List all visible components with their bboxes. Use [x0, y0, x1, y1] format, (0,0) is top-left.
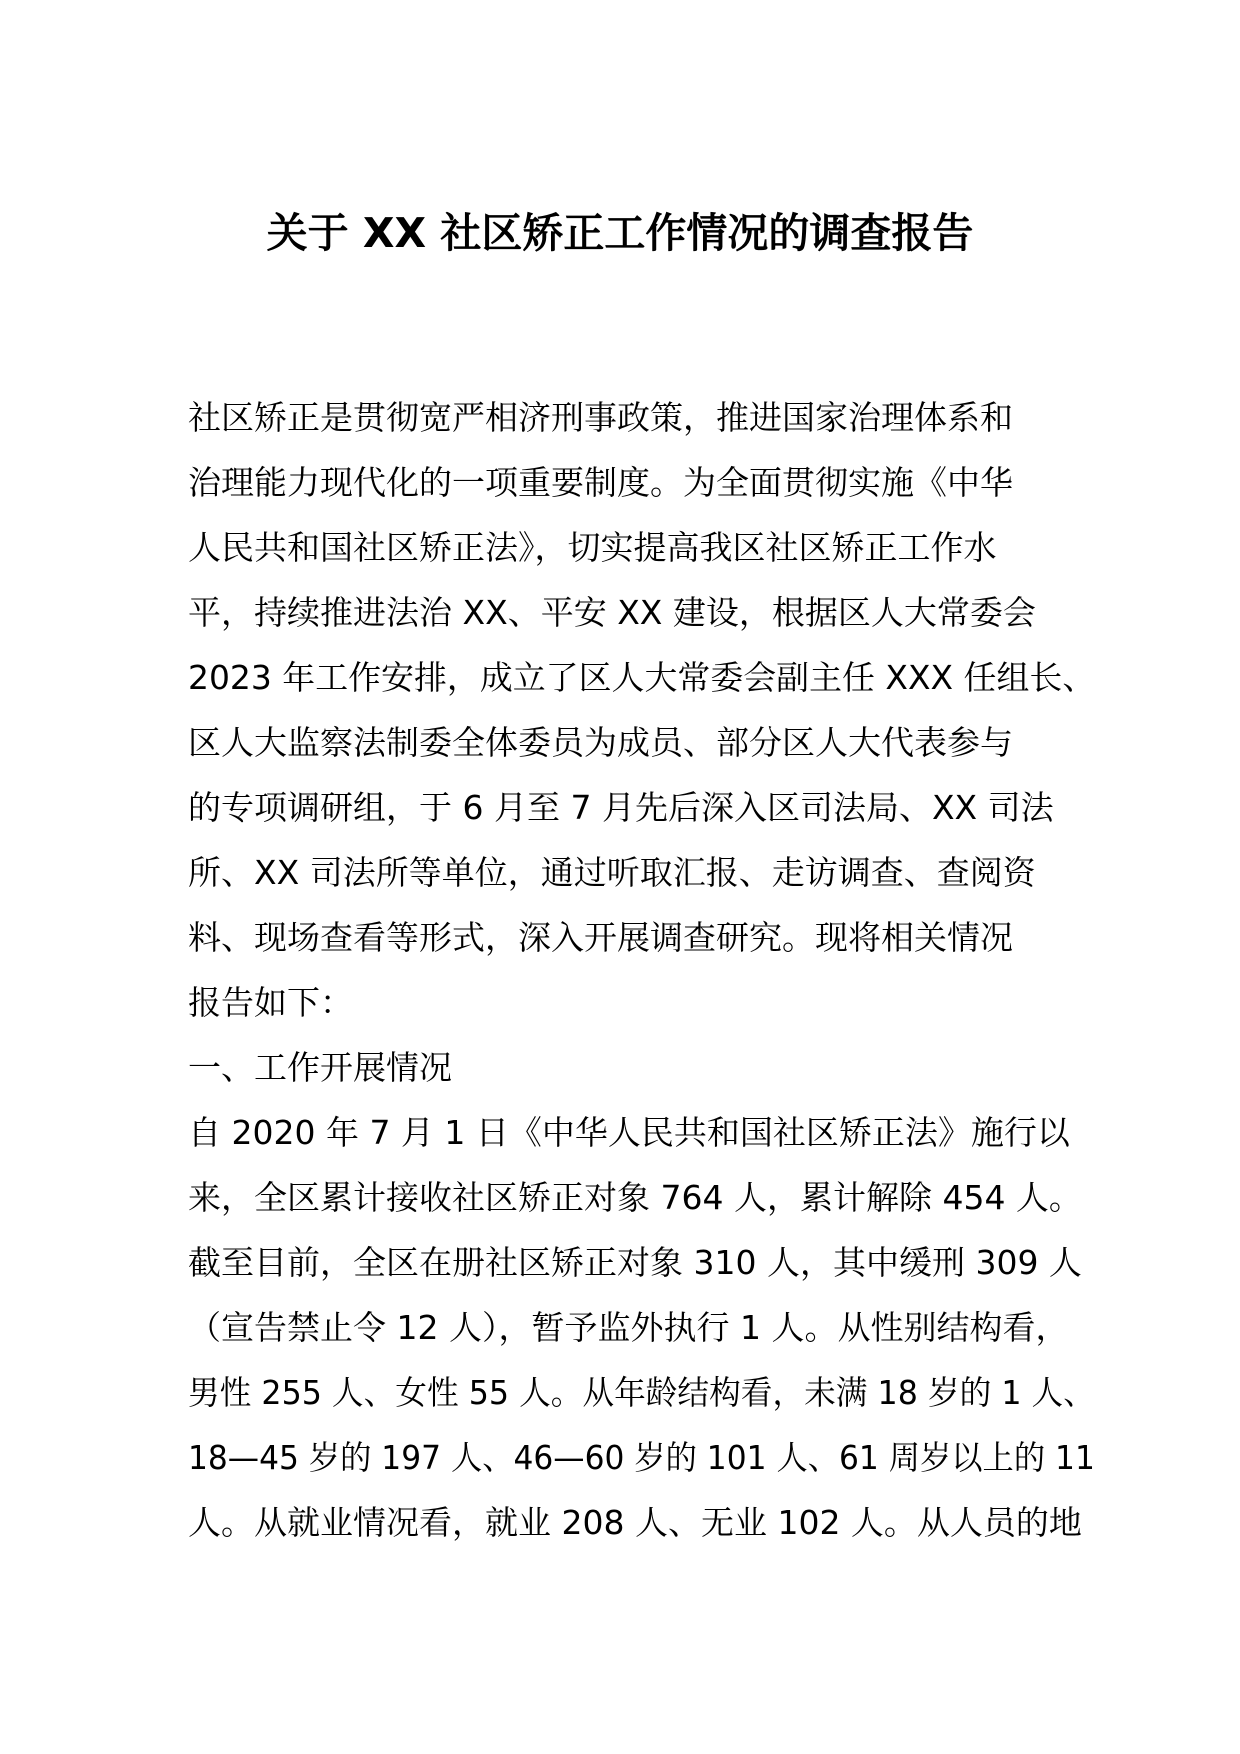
- body-line: 截至目前，全区在册社区矫正对象 310 人，其中缓刑 309 人: [188, 1243, 1082, 1282]
- body-line: 料、现场查看等形式，深入开展调查研究。现将相关情况: [188, 918, 1013, 957]
- body-line: （宣告禁止令 12 人），暂予监外执行 1 人。从性别结构看，: [188, 1308, 1069, 1347]
- body-line: 平，持续推进法治 XX、平安 XX 建设，根据区人大常委会: [188, 593, 1036, 632]
- body-line: 的专项调研组，于 6 月至 7 月先后深入区司法局、XX 司法: [188, 788, 1054, 827]
- body-line: 人民共和国社区矫正法》，切实提高我区社区矫正工作水: [188, 528, 997, 567]
- body-line: 自 2020 年 7 月 1 日《中华人民共和国社区矫正法》施行以: [188, 1113, 1070, 1152]
- body-line: 2023 年工作安排，成立了区人大常委会副主任 XXX 任组长、: [188, 658, 1096, 697]
- body-line: 报告如下：: [188, 983, 353, 1022]
- body-line: 18—45 岁的 197 人、46—60 岁的 101 人、61 周岁以上的 11: [188, 1438, 1095, 1477]
- body-line: 所、XX 司法所等单位，通过听取汇报、走访调查、查阅资: [188, 853, 1036, 892]
- body-line: 社区矫正是贯彻宽严相济刑事政策，推进国家治理体系和: [188, 398, 1013, 437]
- body-line: 人。从就业情况看，就业 208 人、无业 102 人。从人员的地: [188, 1503, 1082, 1542]
- body-line: 区人大监察法制委全体委员为成员、部分区人大代表参与: [188, 723, 1013, 762]
- body-line: 来，全区累计接收社区矫正对象 764 人，累计解除 454 人。: [188, 1178, 1082, 1217]
- body-line: 男性 255 人、女性 55 人。从年龄结构看，未满 18 岁的 1 人、: [188, 1373, 1095, 1412]
- body-line: 治理能力现代化的一项重要制度。为全面贯彻实施《中华: [188, 463, 1013, 502]
- body-line: 一、工作开展情况: [188, 1048, 452, 1087]
- document-title: 关于 XX 社区矫正工作情况的调查报告: [266, 209, 974, 257]
- document-body: [188, 385, 1096, 1555]
